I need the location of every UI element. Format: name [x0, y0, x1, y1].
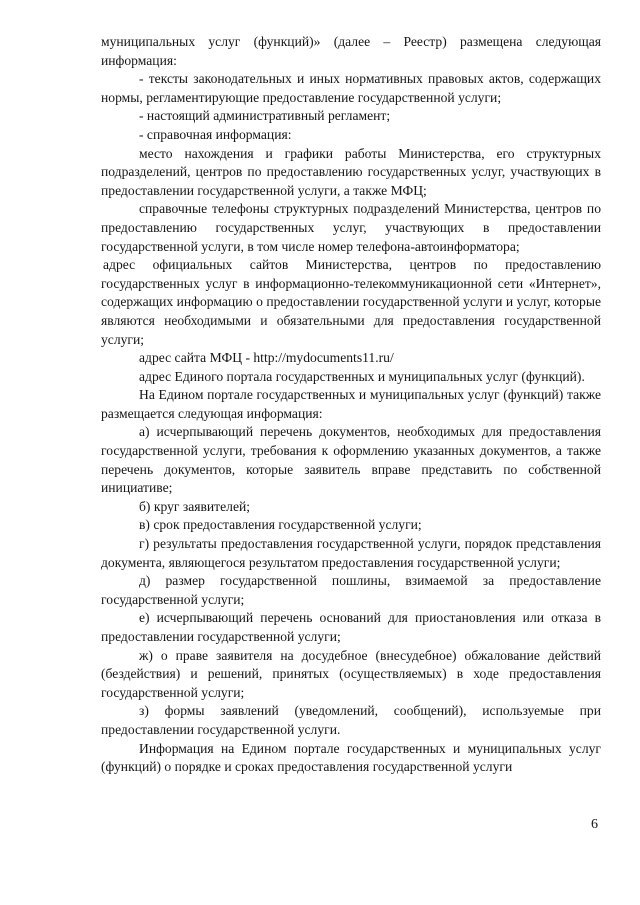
paragraph-reference-info: - справочная информация:: [139, 126, 292, 142]
list-item-z: з) формы заявлений (уведомлений, сообщений), используемые при предоставлении государственной услуги.: [101, 703, 601, 737]
paragraph-registry-intro: муниципальных услуг (функций)» (далее – Реестр) размещена следующая информация:: [101, 34, 601, 68]
paragraph-unified-portal-address: адрес Единого портала государственных и муниципальных услуг (функций).: [139, 368, 585, 384]
list-item-a: а) исчерпывающий перечень документов, необходимых для предоставления государственной услуги, требования к оформлению указанных документов, а также перечень документов, которые заявитель вправе представить по собственной инициативе;: [101, 424, 601, 496]
page-number: 6: [591, 817, 598, 832]
paragraph-unified-portal-info: На Едином портале государственных и муниципальных услуг (функций) также размещается следующая информация:: [101, 387, 601, 421]
list-item-e: е) исчерпывающий перечень оснований для приостановления или отказа в предоставлении государственной услуги;: [101, 610, 601, 644]
paragraph-portal-procedure: Информация на Едином портале государственных и муниципальных услуг (функций) о порядке и сроках предоставления государственной услуги: [101, 740, 601, 775]
list-item-zh: ж) о праве заявителя на досудебное (внесудебное) обжалование действий (бездействия) и решений, принятых (осуществляемых) в ходе предоставления государственной услуги;: [101, 647, 601, 700]
paragraph-locations: место нахождения и графики работы Министерства, его структурных подразделений, центров по предоставлению государственных услуг, участвующих в предоставлении государственной услуги, а также МФЦ;: [101, 145, 601, 198]
paragraph-legal-acts: - тексты законодательных и иных нормативных правовых актов, содержащих нормы, регламентирующие предоставление государственной услуги;: [101, 71, 601, 105]
paragraph-phones: справочные телефоны структурных подразделений Министерства, центров по предоставлению государственных услуг, участвующих в предоставлении государственной услуги, в том числе номер телефона-автоинформатора;: [101, 201, 601, 254]
list-item-b: б) круг заявителей;: [139, 498, 251, 514]
paragraph-regulation: - настоящий административный регламент;: [139, 108, 391, 124]
list-item-g: г) результаты предоставления государственной услуги, порядок представления документа, являющегося результатом предоставления государственной услуги;: [101, 536, 601, 570]
document-body: [101, 33, 601, 777]
list-item-d: д) размер государственной пошлины, взимаемой за предоставление государственной услуги;: [101, 573, 601, 607]
paragraph-websites: адрес официальных сайтов Министерства, центров по предоставлению государственных услуг в информационно-телекоммуникационной сети «Интернет», содержащих информацию о предоставлении государственной услуги и услуг, которые являются необходимыми и обязательными для предоставления государственной услуги;: [101, 257, 601, 347]
list-item-v: в) срок предоставления государственной услуги;: [139, 517, 422, 533]
paragraph-mfc-site: адрес сайта МФЦ - http://mydocuments11.ru/: [139, 350, 394, 366]
